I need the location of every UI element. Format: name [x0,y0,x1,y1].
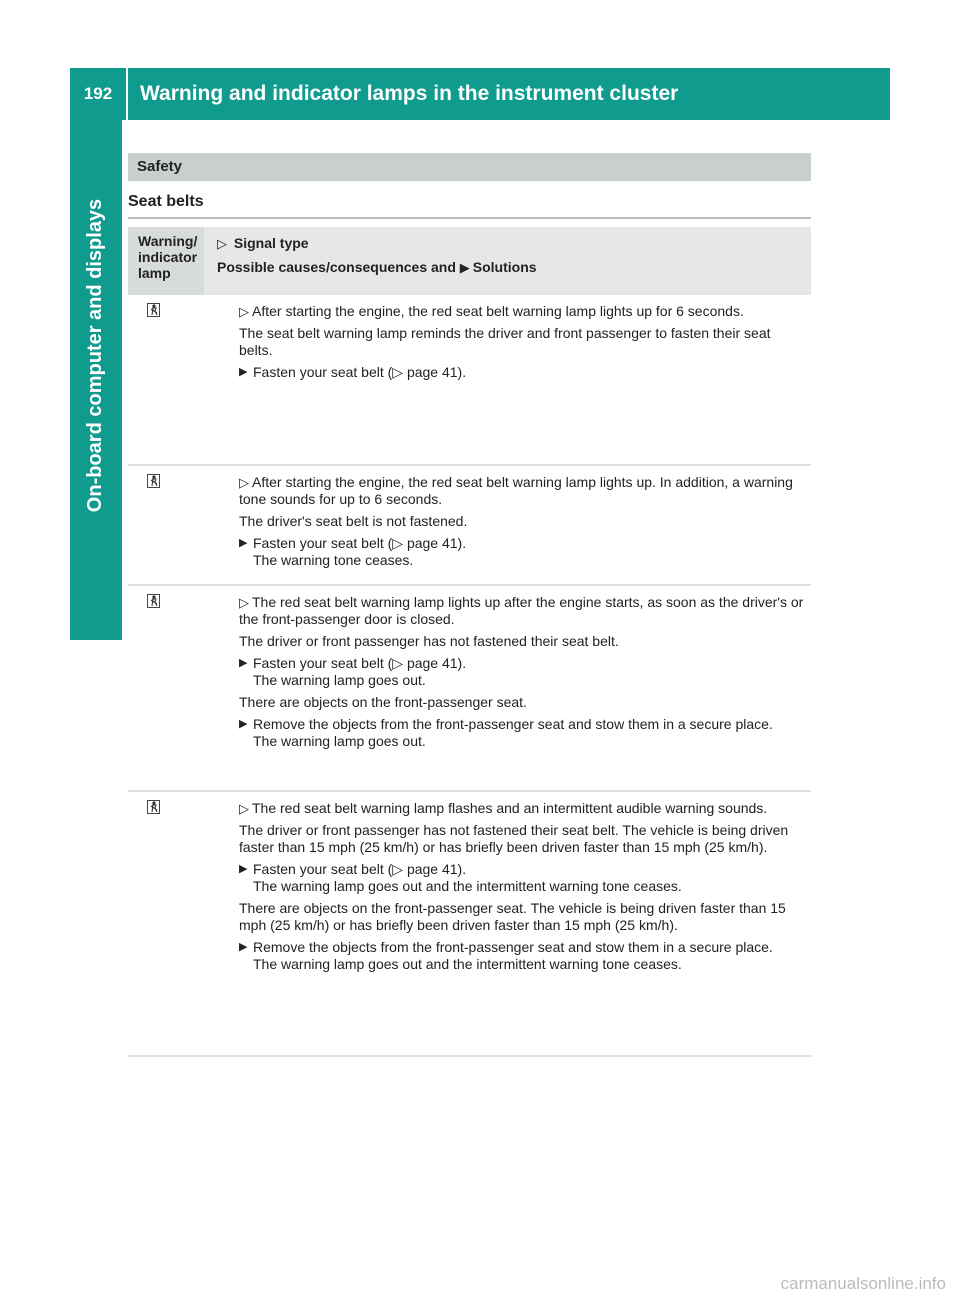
action-text: Fasten your seat belt (▷ page 41). [253,655,467,671]
cause-text: The driver or front passenger has not fastened their seat belt. The vehicle is being driven faster than 15 mph (25 km/h) or has briefly been driven faster than 15 mph (25 km/h). [239,822,789,855]
arrow-right-icon: ▶ [239,941,248,953]
signal-description: The red seat belt warning lamp flashes and an intermittent audible warning sounds. [252,800,768,816]
signal-description: After starting the engine, the red seat belt warning lamp lights up. In addition, a warning tone sounds for up to 6 seconds. [239,474,793,507]
triangle-outline-icon: ▷ [239,475,249,490]
header-solutions-label: Solutions [472,259,537,275]
signal-text [239,800,805,817]
content-cell [224,466,811,584]
signal-description: The red seat belt warning lamp lights up after the engine starts, as soon as the driver's or the front-passenger door is closed. [239,594,804,627]
seat-belt-icon [147,800,160,814]
header-causes-label: Possible causes/consequences and [217,259,456,275]
content-cell [224,586,811,790]
triangle-outline-icon: ▷ [217,236,227,251]
arrow-right-icon: ▶ [239,657,248,669]
result-text: The warning lamp goes out. [253,672,426,688]
header-causes-line [217,259,811,276]
side-tab-label-wrap [70,120,122,590]
result-text: The warning tone ceases. [253,552,414,568]
arrow-right-icon: ▶ [239,537,248,549]
triangle-outline-icon: ▷ [239,304,249,319]
table-row [128,586,811,792]
arrow-right-icon: ▶ [459,260,470,275]
action-item [239,939,805,973]
lamp-cell [128,586,224,790]
page-title: Warning and indicator lamps in the instrument cluster [140,82,679,105]
seat-belt-icon [147,594,160,608]
section-title: Safety [137,158,183,175]
signal-text [239,474,805,508]
seat-belt-icon [147,474,160,488]
action-item [239,716,805,750]
seat-belt-icon [147,303,160,317]
section-bar [128,153,811,181]
signal-description: After starting the engine, the red seat belt warning lamp lights up for 6 seconds. [252,303,744,319]
arrow-right-icon: ▶ [239,366,248,378]
triangle-outline-icon: ▷ [239,801,249,816]
cause-text: The driver's seat belt is not fastened. [239,513,468,529]
header-signal-line [217,235,811,252]
table-row [128,295,811,466]
side-tab-label: On-board computer and displays [84,198,107,512]
content-cell [224,792,811,1055]
action-item [239,861,805,895]
header-lamp-column: Warning/ indicator lamp [128,227,204,295]
table-row [128,466,811,586]
result-text: The warning lamp goes out and the intermittent warning tone ceases. [253,956,682,972]
page-header [70,68,890,120]
subheading: Seat belts [128,193,204,210]
lamp-cell [128,466,224,584]
cause-text: There are objects on the front-passenger seat. [239,694,527,710]
action-item [239,364,805,381]
action-text: Remove the objects from the front-passenger seat and stow them in a secure place. [253,939,773,955]
triangle-outline-icon: ▷ [239,595,249,610]
cause-text: There are objects on the front-passenger seat. The vehicle is being driven faster than 15 mph (25 km/h) or has briefly been driven faster than 15 mph (25 km/h). [239,900,786,933]
action-text: Remove the objects from the front-passenger seat and stow them in a secure place. [253,716,773,732]
subheading-rule [128,217,811,219]
result-text: The warning lamp goes out and the intermittent warning tone ceases. [253,878,682,894]
arrow-right-icon: ▶ [239,718,248,730]
arrow-right-icon: ▶ [239,863,248,875]
table-row [128,792,811,1057]
header-signal-label: Signal type [233,235,309,251]
lamp-cell [128,792,224,1055]
action-text: Fasten your seat belt (▷ page 41). [253,861,467,877]
watermark: carmanualsonline.info [780,1274,946,1293]
action-item [239,535,805,569]
page-number: 192 [83,84,113,103]
action-text: Fasten your seat belt (▷ page 41). [253,364,467,380]
signal-text [239,594,805,628]
cause-text: The seat belt warning lamp reminds the driver and front passenger to fasten their seat belts. [239,325,771,358]
content-cell [224,295,811,464]
table-header [128,227,811,295]
action-item [239,655,805,689]
header-main-column [204,227,811,295]
signal-text [239,303,805,320]
action-text: Fasten your seat belt (▷ page 41). [253,535,467,551]
result-text: The warning lamp goes out. [253,733,426,749]
cause-text: The driver or front passenger has not fastened their seat belt. [239,633,619,649]
lamp-cell [128,295,224,464]
warning-lamp-table [128,227,811,1057]
